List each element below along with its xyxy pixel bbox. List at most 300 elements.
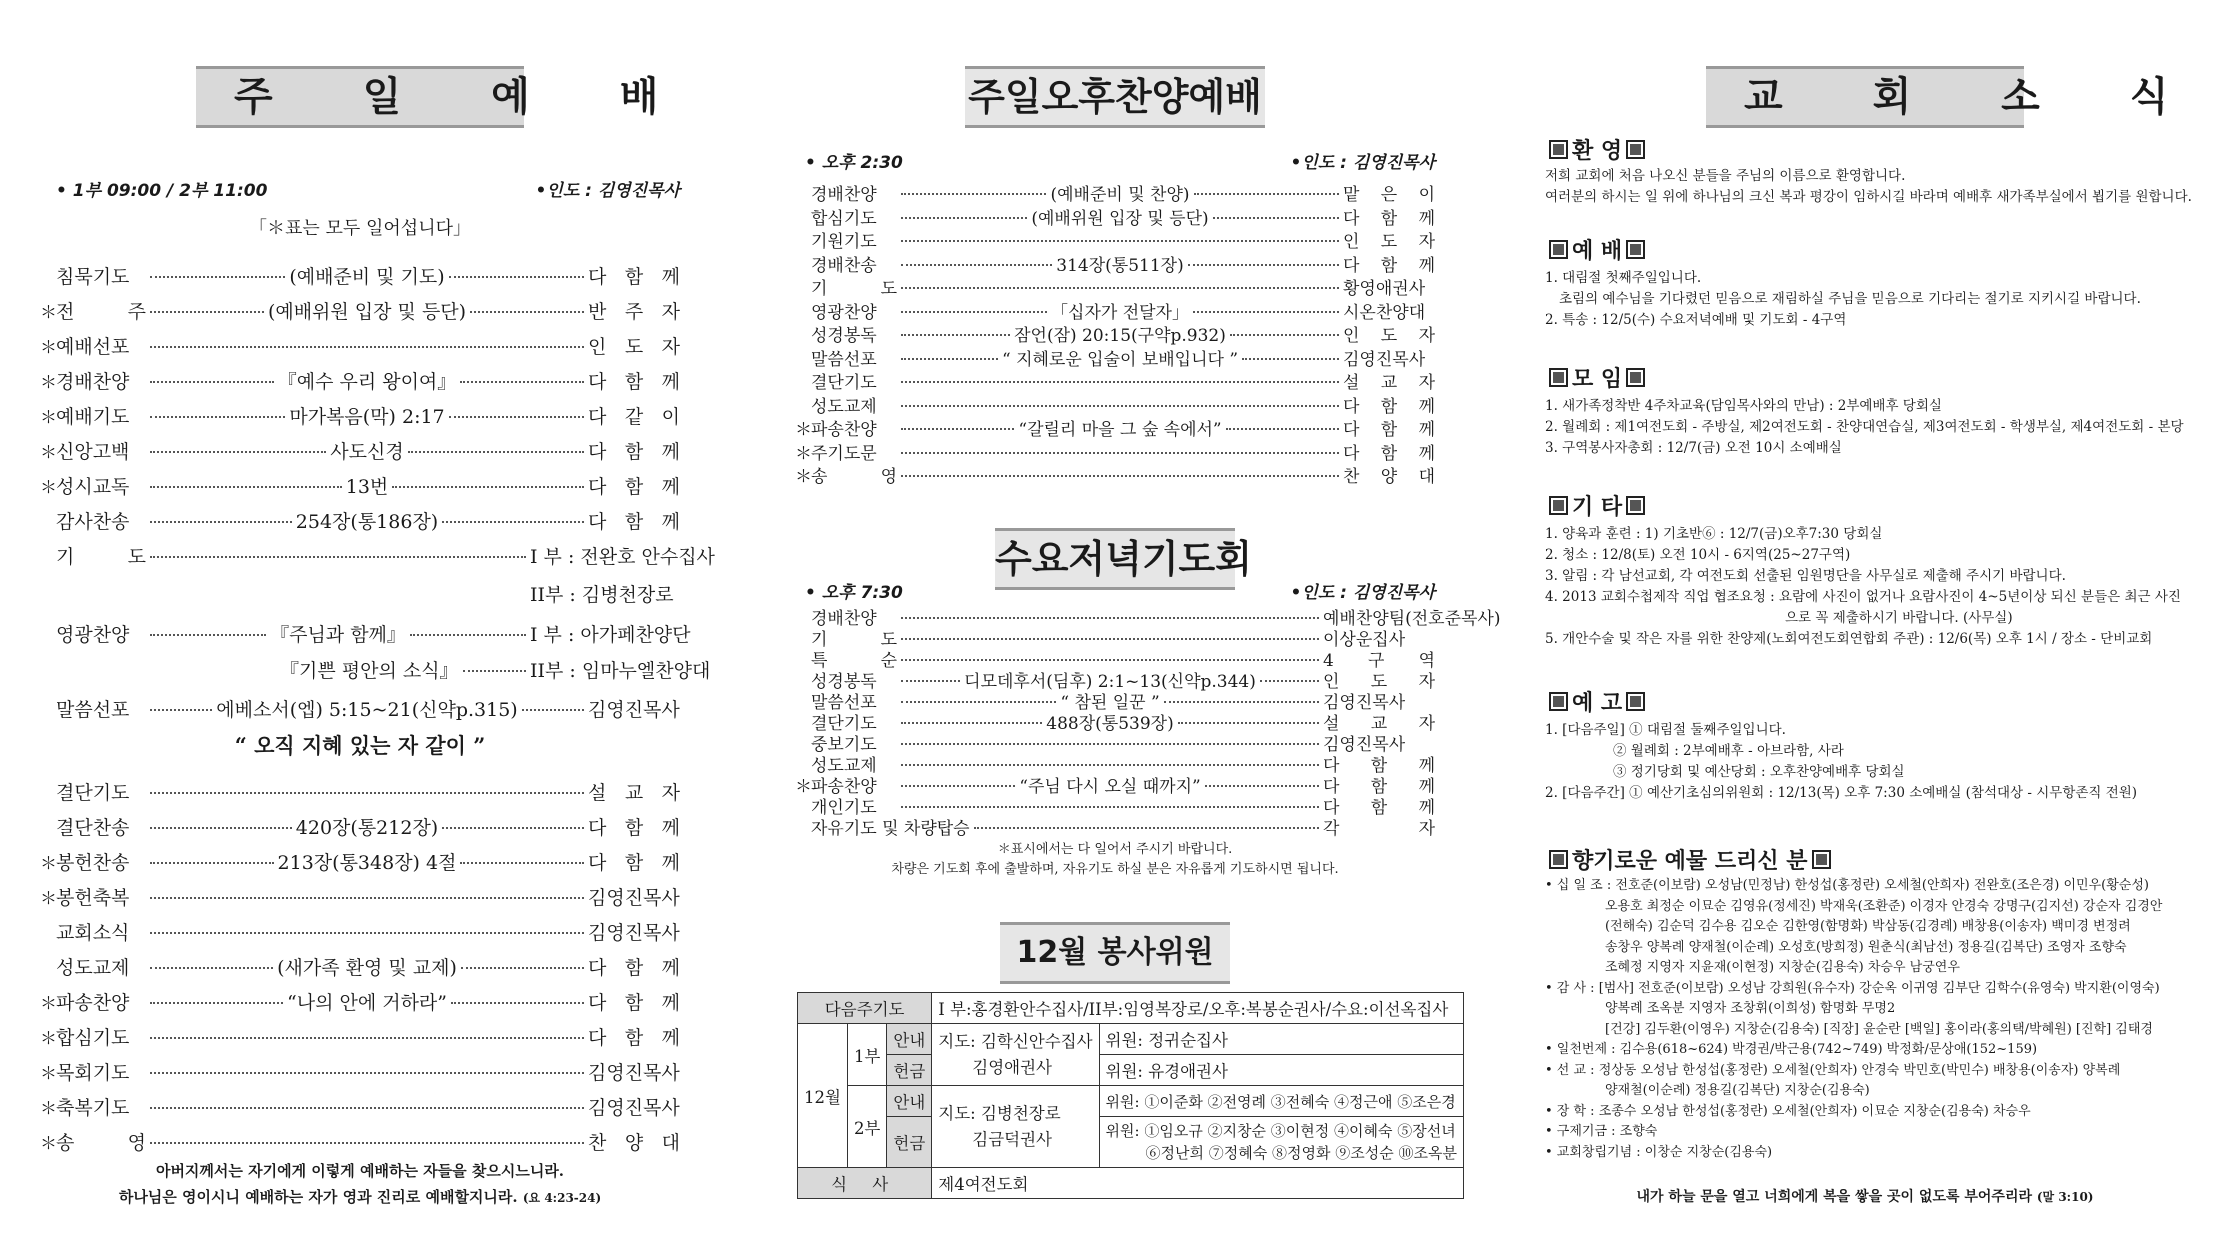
afternoon-time: • 오후 2:30 <box>805 153 903 173</box>
order-label: 성도교제 <box>56 957 130 979</box>
offering-line: 오용호 최정순 이묘순 김영유(정세진) 박재욱(조환준) 이경자 안경숙 강명구(김지선) 강순자 김경안 <box>1605 898 2163 914</box>
order-person: 다 함 께 <box>1323 777 1435 797</box>
afternoon-leader: •인도 : 김영진목사 <box>1290 153 1435 173</box>
part2-director <box>932 1086 1099 1168</box>
order-row <box>40 402 680 437</box>
order-row <box>795 204 1435 228</box>
order-person: 다 함 께 <box>1343 420 1435 440</box>
order-person: 이상운집사 <box>1323 630 1406 650</box>
stand-mark: ＊ <box>40 478 57 498</box>
part2-director-1: 지도: 김병천장로 <box>938 1103 1061 1123</box>
leader-dots <box>901 722 1042 724</box>
leader-dots <box>150 381 274 383</box>
etc-heading-text: 기 타 <box>1572 495 1623 520</box>
order-label: 기 도 <box>811 279 897 299</box>
order-person: 다 함 께 <box>1343 208 1435 229</box>
order-row <box>795 439 1435 463</box>
welcome-line: 여러분의 하시는 일 위에 하나님의 크신 복과 평강이 임하시길 바라며 예배후 새가족부실에서 뵙기를 원합니다. <box>1545 189 2192 205</box>
order-row <box>40 1128 680 1163</box>
order-label: 경배찬양 <box>56 371 130 393</box>
stand-mark: ＊ <box>795 777 812 797</box>
meeting-body <box>1545 396 2185 459</box>
next-prayer-label: 다음주기도 <box>798 993 932 1024</box>
leader-dots <box>901 475 1339 477</box>
meeting-line: 1. 새가족정착반 4주차교육(담임목사와의 만남) : 2부예배후 당회실 <box>1545 398 1942 414</box>
leader-dots <box>901 743 1319 745</box>
stand-mark: ＊ <box>40 1134 57 1154</box>
order-content: “나의 안에 거하라” <box>287 992 447 1014</box>
leader-dots <box>901 617 1319 619</box>
sermon-preacher: 김영진목사 <box>588 699 680 721</box>
order-label: 신앙고백 <box>56 441 130 463</box>
order-content: (예배위원 입장 및 등단) <box>1031 208 1209 229</box>
order-person: 김영진목사 <box>588 922 680 944</box>
leader-dots <box>901 193 1046 195</box>
notice-line: 1. [다음주일] ① 대림절 둘째주일입니다. <box>1545 722 1786 738</box>
order-content: “ 지혜로운 입술이 보배입니다 ” <box>1001 349 1239 370</box>
order-content: (예배준비 및 기도) <box>289 266 445 288</box>
order-person: 김영진목사 <box>1343 349 1426 370</box>
order-label: 송 영 <box>56 1132 146 1154</box>
leader-dots <box>150 416 285 418</box>
sermon-title: “ 오직 지혜 있는 자 같이 ” <box>234 733 486 758</box>
part1-cell: 1부 <box>847 1024 886 1086</box>
stand-mark: ＊ <box>40 408 57 428</box>
leader-dots <box>901 638 1319 640</box>
offering-body <box>1545 876 2185 1163</box>
offering-line: • 일천번제 : 김수용(618~624) 박경권/박근용(742~749) 박정화/문상애(152~159) <box>1545 1042 2038 1057</box>
praise-song-1: 『주님과 함께』 <box>270 624 406 646</box>
offering-line: (전해숙) 김순덕 김수용 김오순 김한영(함명화) 박삼동(김경례) 배창용(이송자) 백미경 변정려 <box>1605 919 2131 934</box>
leader-dots <box>150 1142 584 1144</box>
etc-heading <box>1545 490 1649 521</box>
order-row <box>795 462 1435 486</box>
afternoon-column <box>795 0 1501 1240</box>
part1-director-1: 지도: 김학신안수집사 <box>938 1031 1093 1051</box>
order-label: 교회소식 <box>56 922 130 944</box>
order-row <box>795 604 1501 629</box>
order-row <box>40 1058 680 1093</box>
order-person: 찬 양 대 <box>1343 467 1435 487</box>
offering-line: 양재철(이순례) 정용길(김복단) 지창순(김용숙) <box>1605 1083 1870 1098</box>
order-label: 결단기도 <box>811 373 877 393</box>
leader-dots <box>1178 722 1319 724</box>
stand-mark: ＊ <box>795 467 812 487</box>
verse-text-2: 하나님은 영이시니 예배하는 자가 영과 진리로 예배할지니라. <box>118 1188 518 1206</box>
order-person: 인 도 자 <box>1323 672 1436 692</box>
order-label: 결단기도 <box>811 714 877 734</box>
leader-dots <box>150 634 266 636</box>
order-person: 4 구 역 <box>1323 651 1435 671</box>
stand-mark: ＊ <box>40 303 57 323</box>
order-person: 김영진목사 <box>588 887 680 909</box>
etc-body <box>1545 524 2185 650</box>
leader-dots <box>150 827 292 829</box>
notice-body <box>1545 720 2185 804</box>
stand-mark: ＊ <box>40 994 57 1014</box>
order-content: 420장(통212장) <box>295 817 439 839</box>
square-bullet-icon <box>1549 850 1568 869</box>
sermon-row <box>40 695 680 730</box>
offering-line: • 십 일 조 : 전호준(이보람) 오성남(민정남) 한성섭(홍정란) 오세철(안희자) 전완호(조은경) 이민우(황순성) <box>1545 878 2149 893</box>
order-content: 마가복음(막) 2:17 <box>289 406 445 428</box>
order-row <box>40 918 680 953</box>
square-bullet-icon <box>1626 140 1645 159</box>
worship-line: 1. 대림절 첫째주일입니다. <box>1545 270 1702 286</box>
order-label: 자유기도 및 차량탑승 <box>811 819 970 839</box>
prayer-row <box>40 542 715 577</box>
order-person: 시온찬양대 <box>1343 302 1426 323</box>
order-label: 침묵기도 <box>56 266 130 288</box>
stand-mark: ＊ <box>40 338 57 358</box>
order-label: 축복기도 <box>56 1097 130 1119</box>
order-row <box>40 1093 680 1128</box>
leader-dots <box>901 240 1339 242</box>
order-label: 영광찬양 <box>811 302 877 323</box>
meeting-line: 3. 구역봉사자총회 : 12/7(금) 오전 10시 소예배실 <box>1545 440 1842 456</box>
order-person: 황영애권사 <box>1343 279 1426 299</box>
square-bullet-icon <box>1626 240 1645 259</box>
order-content: 잠언(잠) 20:15(구약p.932) <box>1014 326 1226 346</box>
leader-dots <box>1230 334 1339 336</box>
leader-dots <box>901 806 1319 808</box>
order-row <box>40 813 680 848</box>
order-person: 다 함 께 <box>1343 396 1435 417</box>
square-bullet-icon <box>1549 368 1568 387</box>
leader-dots <box>449 276 584 278</box>
square-bullet-icon <box>1549 496 1568 515</box>
wednesday-prayer-title: 수요저녁기도회 <box>995 528 1235 590</box>
order-person: 예배찬양팀(전호준목사) <box>1323 609 1501 629</box>
sunday-worship-column <box>40 0 715 1240</box>
leader-dots <box>901 452 1339 454</box>
stand-mark: ＊ <box>795 420 812 440</box>
leader-dots <box>150 967 273 969</box>
order-label: 중보기도 <box>811 735 877 755</box>
order-person: 인 도 자 <box>588 336 680 358</box>
leader-dots <box>901 785 1015 787</box>
stand-mark: ＊ <box>40 1064 57 1084</box>
welcome-heading <box>1545 134 1649 165</box>
order-label: 기원기도 <box>811 232 877 252</box>
order-label: 경배찬양 <box>811 185 877 205</box>
order-label: 합심기도 <box>811 208 877 229</box>
order-label: 성시교독 <box>56 476 130 498</box>
order-row <box>795 251 1435 275</box>
order-person: 설 교 자 <box>1343 373 1435 393</box>
part2-offering-line-2: ⑥정난희 ⑦정혜숙 ⑧정영화 ⑨조성순 ⑩조옥분 <box>1145 1144 1457 1162</box>
order-content: 488장(통539장) <box>1046 714 1174 734</box>
stand-note: 「＊표는 모두 일어섭니다」 <box>249 218 471 239</box>
leader-dots <box>408 451 584 453</box>
square-bullet-icon <box>1626 692 1645 711</box>
leader-dots <box>150 521 292 523</box>
leader-dots <box>451 1002 584 1004</box>
order-label: 전 주 <box>56 301 146 323</box>
order-label: 성도교제 <box>811 756 877 776</box>
leader-dots <box>150 311 264 313</box>
order-person: 다 함 께 <box>588 992 681 1014</box>
order-label: 성도교제 <box>811 396 877 417</box>
order-label: 말씀선포 <box>811 693 877 713</box>
leader-dots <box>460 381 584 383</box>
notice-line: 2. [다음주간] ① 예산기초심의위원회 : 12/13(목) 오후 7:30 소예배실 (참석대상 - 시무항존직 전원) <box>1545 785 2138 801</box>
leader-dots <box>901 334 1010 336</box>
order-person: 김영진목사 <box>588 1097 680 1119</box>
leader-dots <box>442 521 584 523</box>
stand-mark: ＊ <box>40 373 57 393</box>
wednesday-leader: •인도 : 김영진목사 <box>1290 583 1435 603</box>
leader-dots <box>901 311 1047 313</box>
stand-mark: ＊ <box>40 1029 57 1049</box>
part2-director-2: 김금덕권사 <box>972 1129 1052 1149</box>
leader-dots <box>463 670 526 672</box>
worship-line: 초림의 예수님을 기다렸던 믿음으로 재림하실 주님을 믿음으로 기다리는 절기로 지키시길 바랍니다. <box>1559 291 2141 307</box>
order-person: 김영진목사 <box>1323 693 1406 713</box>
leader-dots <box>1242 358 1339 360</box>
order-row <box>795 751 1435 776</box>
order-person: 다 함 께 <box>588 817 681 839</box>
order-label: 성경봉독 <box>811 326 877 346</box>
order-content: 314장(통511장) <box>1056 255 1184 276</box>
order-row <box>40 883 680 918</box>
leader-dots <box>901 659 1319 661</box>
order-row <box>795 345 1435 369</box>
order-label: 경배찬양 <box>811 609 877 629</box>
leader-dots <box>1188 264 1339 266</box>
prayer-label: 기 도 <box>56 546 146 568</box>
offering-line: • 감 사 : [범사] 전호준(이보람) 오성남 강희원(유수자) 강순옥 이귀영 김부단 김학수(유영숙) 박지환(이영숙) <box>1545 980 2160 996</box>
leader-dots <box>460 862 584 864</box>
order-person: 다 함 께 <box>588 476 680 498</box>
order-person: 김영진목사 <box>1323 735 1406 755</box>
offering-line: • 장 학 : 조종수 오성남 한성섭(홍정란) 오세철(안희자) 이묘순 지창순(김용숙) 차승우 <box>1545 1103 2031 1119</box>
order-row <box>795 709 1435 734</box>
order-person: 맡 은 이 <box>1343 185 1435 205</box>
stand-mark: ＊ <box>40 889 57 909</box>
part2-guide-members: 위원: ①이준화 ②전영례 ③전혜숙 ④정근애 ⑤조은경 <box>1099 1086 1463 1117</box>
worship-heading-text: 예 배 <box>1572 239 1623 264</box>
order-person: 다 함 께 <box>1343 443 1435 464</box>
order-person: 다 함 께 <box>1343 255 1435 276</box>
leader-dots <box>150 1072 584 1074</box>
etc-line: 3. 알림 : 각 남선교회, 각 여전도회 선출된 임원명단을 사무실로 제출해 주시기 바랍니다. <box>1545 568 2066 584</box>
leader-dots <box>901 358 998 360</box>
wednesday-time: • 오후 7:30 <box>805 583 903 603</box>
order-row <box>795 180 1435 204</box>
order-row <box>40 1023 680 1058</box>
order-row <box>795 415 1435 439</box>
order-person: 다 함 께 <box>1323 756 1435 776</box>
order-person: 다 함 께 <box>588 957 680 979</box>
offering-line: [건강] 김두환(이영우) 지창순(김용숙) [직장] 윤순란 [백일] 홍이라(홍의택/박혜원) [진학] 김태경 <box>1605 1021 2153 1037</box>
order-row <box>40 953 680 988</box>
part2-offering-members <box>1099 1117 1463 1168</box>
worship-heading <box>1545 234 1649 265</box>
meeting-line: 2. 월례회 : 제1여전도회 - 주방실, 제2여전도회 - 찬양대연습실, 제3여전도회 - 학생부실, 제4여전도회 - 본당 <box>1545 419 2184 435</box>
order-content: 디모데후서(딤후) 2:1~13(신약p.344) <box>964 672 1256 692</box>
square-bullet-icon <box>1549 240 1568 259</box>
leader-dots <box>442 827 584 829</box>
etc-line: 1. 양육과 훈련 : 1) 기초반⑥ : 12/7(금)오후7:30 당회실 <box>1545 526 1883 542</box>
order-person: 다 함 께 <box>588 511 681 533</box>
square-bullet-icon <box>1626 368 1645 387</box>
church-news-title: 교 회 소 식 <box>1706 66 2024 128</box>
order-person: 다 함 께 <box>1323 798 1435 818</box>
order-row <box>795 814 1435 839</box>
order-label: 결단기도 <box>56 782 130 804</box>
order-row <box>795 298 1435 322</box>
leader-dots <box>1205 785 1319 787</box>
leader-dots <box>150 792 584 794</box>
worship-leader: •인도 : 김영진목사 <box>535 181 680 201</box>
offering-line: • 교회창립기념 : 이창순 지창순(김용숙) <box>1545 1144 1773 1160</box>
afternoon-worship-title: 주일오후찬양예배 <box>965 66 1265 128</box>
offering-line: • 구제기금 : 조향숙 <box>1545 1124 1658 1139</box>
leader-dots <box>1213 217 1339 219</box>
order-label: 파송찬양 <box>811 420 877 440</box>
order-content: 사도신경 <box>330 441 404 463</box>
order-label: 파송찬양 <box>56 992 130 1014</box>
order-row <box>40 437 680 472</box>
order-label: 주기도문 <box>811 443 877 464</box>
order-row <box>40 367 680 402</box>
verse-line-1: 아버지께서는 자기에게 이렇게 예배하는 자들을 찾으시느니라. <box>155 1162 565 1180</box>
welcome-line: 저희 교회에 처음 나오신 분들을 주님의 이름으로 환영합니다. <box>1545 168 1906 184</box>
leader-dots <box>1193 311 1339 313</box>
order-person: 다 함 께 <box>588 1027 680 1049</box>
order-row <box>795 274 1435 298</box>
order-label: 말씀선포 <box>811 349 877 370</box>
leader-dots <box>150 556 526 558</box>
service-committee-title: 12월 봉사위원 <box>1000 922 1230 984</box>
order-row <box>40 297 680 332</box>
order-label: 봉헌찬송 <box>56 852 130 874</box>
order-content: (새가족 환영 및 교제) <box>277 957 457 979</box>
order-row <box>795 368 1435 392</box>
order-content: “갈릴리 마을 그 숲 속에서” <box>1018 420 1222 440</box>
etc-line: 2. 청소 : 12/8(토) 오전 10시 - 6지역(25~27구역) <box>1545 547 1851 563</box>
order-content: 13번 <box>345 476 389 498</box>
order-label: 송 영 <box>811 467 897 487</box>
sunday-worship-title: 주 일 예 배 <box>196 66 524 128</box>
leader-dots <box>150 1002 283 1004</box>
order-row <box>795 688 1435 713</box>
wednesday-note-1: ＊표시에서는 다 일어서 주시기 바랍니다. <box>997 842 1233 857</box>
order-label: 결단찬송 <box>56 817 130 839</box>
order-row <box>40 848 680 883</box>
etc-line: 으로 꼭 제출하시기 바랍니다. (사무실) <box>1785 610 2013 626</box>
order-content: “주님 다시 오실 때까지” <box>1019 777 1201 797</box>
order-label: 감사찬송 <box>56 511 130 533</box>
order-row <box>795 625 1435 650</box>
closing-verse <box>1545 1186 2185 1206</box>
welcome-body <box>1545 166 2192 208</box>
part2-offering-line-1: 위원: ①임오규 ②지창순 ③이현정 ④이혜숙 ⑤장선녀 <box>1105 1122 1456 1140</box>
square-bullet-icon <box>1549 692 1568 711</box>
notice-heading <box>1545 686 1649 717</box>
order-person: 다 함 께 <box>588 371 680 393</box>
order-row <box>795 646 1435 671</box>
order-content: “ 참된 일꾼 ” <box>1060 693 1160 713</box>
order-row <box>40 332 680 367</box>
order-label: 봉헌축복 <box>56 887 130 909</box>
order-row <box>795 667 1436 692</box>
meeting-heading-text: 모 임 <box>1572 367 1623 392</box>
etc-line: 4. 2013 교회수첩제작 직업 협조요청 : 요람에 사진이 없거나 요람사진이 4~5년이상 되신 분들은 최근 사진 <box>1545 589 2181 605</box>
order-row <box>40 507 680 542</box>
stand-mark: ＊ <box>40 854 57 874</box>
order-content: 「십자가 전달자」 <box>1051 302 1189 323</box>
order-row <box>40 988 680 1023</box>
order-label: 기 도 <box>811 630 897 650</box>
leader-dots <box>150 346 584 348</box>
square-bullet-icon <box>1626 496 1645 515</box>
order-label: 특 순 <box>811 651 897 671</box>
notice-heading-text: 예 고 <box>1572 691 1623 716</box>
order-person: 다 함 께 <box>588 266 681 288</box>
service-committee-table <box>797 992 1464 1199</box>
church-news-column <box>1545 0 2207 1240</box>
leader-dots <box>974 827 1319 829</box>
part2-offering-label: 헌금 <box>887 1117 932 1168</box>
leader-dots <box>901 680 960 682</box>
order-row <box>40 778 680 813</box>
order-content: 254장(통186장) <box>295 511 439 533</box>
order-of-worship <box>40 262 680 542</box>
praise-team-1: I 부 : 아가페찬양단 <box>530 624 691 646</box>
verse-ref: (요 4:23-24) <box>522 1191 602 1205</box>
meal-label: 식 사 <box>798 1168 932 1199</box>
order-label: 합심기도 <box>56 1027 130 1049</box>
praise-row-2 <box>280 656 711 691</box>
stand-mark: ＊ <box>40 1099 57 1119</box>
leader-dots <box>150 932 584 934</box>
notice-line: ② 월례회 : 2부예배후 - 아브라함, 사라 <box>1613 743 1844 759</box>
leader-dots <box>522 709 584 711</box>
part2-guide-label: 안내 <box>887 1086 932 1117</box>
order-label: 개인기도 <box>811 798 877 818</box>
leader-dots <box>470 311 584 313</box>
meeting-heading <box>1545 362 1649 393</box>
order-content: 『예수 우리 왕이여』 <box>277 371 457 393</box>
etc-line: 5. 개안수술 및 작은 자를 위한 찬양제(노회여전도회연합회 주관) : 12/6(목) 오후 1시 / 장소 - 단비교회 <box>1545 631 2153 647</box>
part1-guide-label: 안내 <box>887 1024 932 1055</box>
order-row <box>795 392 1435 416</box>
leader-dots <box>1194 193 1339 195</box>
notice-line: ③ 정기당회 및 예산당회 : 오후찬양예배후 당회실 <box>1613 764 1905 780</box>
leader-dots <box>901 217 1027 219</box>
meal-group: 제4여전도회 <box>932 1168 1464 1199</box>
leader-dots <box>150 1107 584 1109</box>
order-person: 반 주 자 <box>588 301 681 323</box>
leader-dots <box>461 967 584 969</box>
next-prayer-list: I 부:홍경환안수집사/II부:임영복장로/오후:복봉순권사/수요:이선옥집사 <box>932 993 1464 1024</box>
sermon-label: 말씀선포 <box>56 699 130 721</box>
leader-dots <box>1226 428 1339 430</box>
order-label: 예배선포 <box>56 336 130 358</box>
order-row <box>795 321 1435 345</box>
closing-verse-text: 내가 하늘 문을 열고 너희에게 복을 쌓을 곳이 없도록 부어주리라 <box>1636 1189 2032 1205</box>
part1-guide-members: 위원: 정귀순집사 <box>1099 1024 1463 1055</box>
order-person: 각 자 <box>1323 819 1435 839</box>
month-cell: 12월 <box>798 1024 848 1168</box>
leader-dots <box>150 276 285 278</box>
wednesday-order <box>795 604 1501 839</box>
leader-dots <box>150 1037 584 1039</box>
leader-dots <box>150 897 584 899</box>
order-person: 인 도 자 <box>1343 232 1435 252</box>
